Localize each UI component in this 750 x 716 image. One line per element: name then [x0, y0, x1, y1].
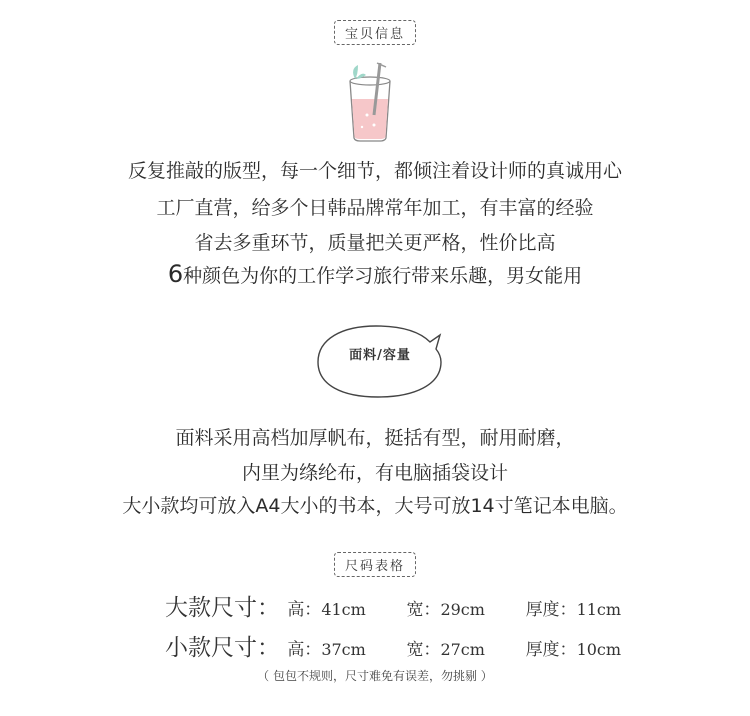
small-width-label: 宽： — [406, 640, 441, 660]
large-size-label: 大款尺寸： — [165, 595, 280, 621]
large-depth-label: 厚度： — [525, 600, 577, 620]
fabric-line-1: 面料采用高档加厚帆布，挺括有型，耐用耐磨， — [175, 427, 575, 449]
info-line-1: 反复推敲的版型，每一个细节，都倾注着设计师的真诚用心 — [127, 160, 622, 182]
fabric-bubble-label: 面料/容量 — [349, 348, 411, 363]
small-height-label: 高： — [287, 640, 322, 660]
small-height-value: 37cm — [321, 640, 366, 659]
small-depth-value: 10cm — [576, 640, 622, 659]
small-size-label: 小款尺寸： — [165, 635, 280, 661]
info-line-4-text: 种颜色为你的工作学习旅行带来乐趣，男女能用 — [183, 265, 583, 287]
large-depth-value: 11cm — [576, 600, 622, 619]
small-depth-label: 厚度： — [525, 640, 577, 660]
large-width-label: 宽： — [406, 600, 441, 620]
size-section-tag: 尺码表格 — [334, 552, 416, 577]
fabric-line-3: 大小款均可放入A4大小的书本，大号可放14寸笔记本电脑。 — [122, 495, 628, 517]
large-width-value: 29cm — [440, 600, 485, 619]
info-line-4 — [0, 260, 750, 288]
info-line-3: 省去多重环节，质量把关更严格，性价比高 — [194, 232, 556, 254]
drink-glass-icon — [330, 55, 400, 145]
small-width-value: 27cm — [440, 640, 485, 659]
size-disclaimer: （ 包包不规则，尺寸难免有误差，勿挑剔 ） — [257, 669, 493, 683]
small-size-row — [165, 629, 621, 662]
large-height-label: 高： — [287, 600, 322, 620]
color-count: 6 — [167, 260, 184, 288]
info-section-tag: 宝贝信息 — [334, 20, 416, 45]
large-height-value: 41cm — [321, 600, 366, 619]
large-size-row — [165, 589, 621, 622]
info-line-2: 工厂直营，给多个日韩品牌常年加工，有丰富的经验 — [156, 197, 594, 219]
fabric-line-2: 内里为绦纶布，有电脑插袋设计 — [241, 462, 508, 484]
